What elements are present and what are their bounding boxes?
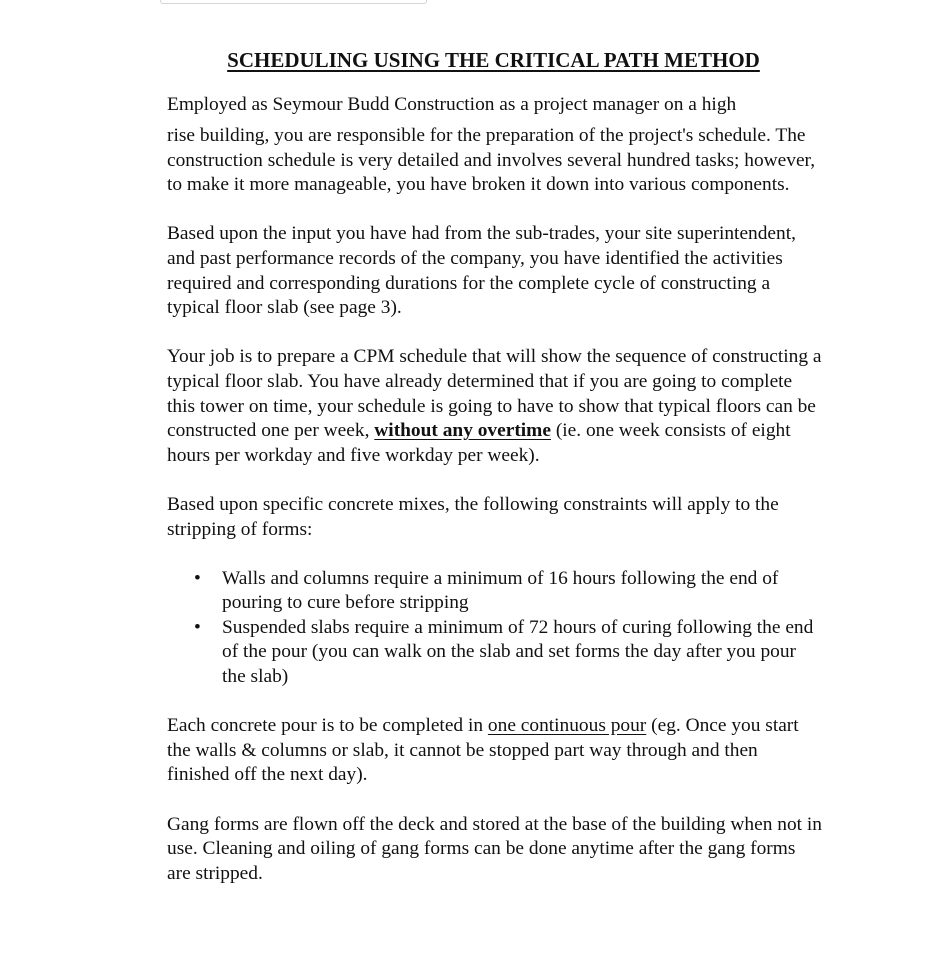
underlined-continuous-pour: one continuous pour	[487, 715, 647, 737]
document-body	[167, 93, 822, 911]
bullet-icon: •	[194, 616, 201, 638]
list-item-text: Suspended slabs require a minimum of 72 hours of curing following the end of the pour (you can walk on the slab and set forms the day after you pour the slab)	[222, 616, 814, 688]
page-title-text: SCHEDULING USING THE CRITICAL PATH METHOD	[227, 48, 760, 72]
paragraph-constraints: Based upon specific concrete mixes, the following constraints will apply to the stripping of forms:	[167, 493, 779, 540]
page-edge-artifact	[160, 0, 427, 4]
paragraph-continuous-pour	[167, 714, 822, 788]
paragraph-pour-text: Each concrete pour is to be completed in	[167, 715, 484, 737]
paragraph-intro	[167, 93, 822, 198]
paragraph-job-tail: (ie. one week consists of eight hours per workday and five workday per week).	[167, 420, 791, 466]
emphasis-no-overtime: without any overtime	[374, 420, 551, 442]
list-item-text: Walls and columns require a minimum of 16 hours following the end of pouring to cure before stripping	[222, 567, 779, 614]
constraint-list	[167, 567, 822, 690]
paragraph-inputs: Based upon the input you have had from the sub-trades, your site superintendent, and past performance records of the company, you have identified the activities required and corresponding durations for the complete cycle of constructing a typical floor slab (see page 3).	[167, 223, 796, 319]
list-item	[167, 567, 822, 616]
paragraph-intro-rest: rise building, you are responsible for the preparation of the project's schedule. The construction schedule is very detailed and involves several hundred tasks; however, to make it more manageable, you have broken it down into various components.	[167, 125, 816, 196]
bullet-icon: •	[194, 567, 201, 589]
list-item	[167, 616, 822, 690]
paragraph-gang-forms: Gang forms are flown off the deck and stored at the base of the building when not in use. Cleaning and oiling of gang forms can be done anytime after the gang forms are stripped.	[167, 813, 822, 884]
paragraph-pour-tail: (eg. Once you start the walls & columns or slab, it cannot be stopped part way through and then finished off the next day).	[167, 715, 799, 786]
page-title	[0, 47, 925, 73]
paragraph-job-text: Your job is to prepare a CPM schedule that will show the sequence of constructing a typical floor slab. You have already determined that if you are going to complete this tower on time, your schedule is going to have to show that typical floors can be constructed one per week,	[167, 346, 822, 442]
paragraph-job	[167, 345, 822, 468]
paragraph-intro-first-line: Employed as Seymour Budd Construction as a project manager on a high	[167, 94, 737, 115]
